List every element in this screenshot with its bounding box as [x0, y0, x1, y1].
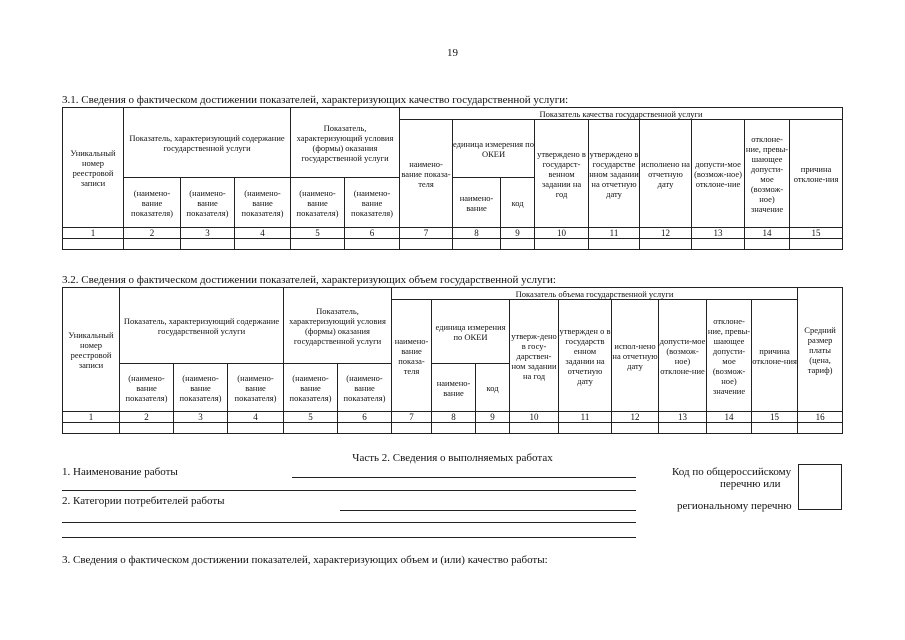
work-name-line — [292, 477, 636, 478]
column-number: 4 — [228, 412, 284, 423]
section-3-1-title: 3.1. Сведения о фактическом достижении показателей, характеризующих качество государственной услуги: — [62, 94, 569, 106]
header-executed: исполнено на отчетную дату — [640, 120, 692, 228]
header-unique-number: Уникальный номер реестровой записи — [63, 108, 124, 228]
code-label-line2: перечню или — [720, 478, 781, 490]
header-excess-deviation: отклоне-ние, превы-шающее допусти-мое (возмож-ное) значение — [745, 120, 790, 228]
column-number: 9 — [501, 228, 535, 239]
column-number: 6 — [345, 228, 400, 239]
column-number: 10 — [510, 412, 559, 423]
column-number: 11 — [589, 228, 640, 239]
column-number: 16 — [798, 412, 843, 423]
column-number: 9 — [476, 412, 510, 423]
work-name-line-2 — [62, 490, 636, 491]
header-approved-date: утверждено в государстве нном задании на отчетную дату — [589, 120, 640, 228]
header-conditions-indicator: Показатель, характеризующий условия (формы) оказания государственной услуги — [284, 288, 392, 364]
column-number: 13 — [659, 412, 707, 423]
code-label-line1: Код по общероссийскому — [672, 466, 792, 478]
header-param-name: (наимено-вание показателя) — [284, 364, 338, 412]
header-executed: испол-нено на отчетную дату — [612, 300, 659, 412]
header-reason: причина отклоне-ния — [790, 120, 843, 228]
header-param-name: (наимено-вание показателя) — [124, 178, 181, 228]
part2-title: Часть 2. Сведения о выполняемых работах — [352, 452, 553, 464]
code-label-line3: региональному перечню — [677, 500, 792, 512]
column-number: 15 — [790, 228, 843, 239]
column-number: 12 — [640, 228, 692, 239]
header-unit-code: код — [476, 364, 510, 412]
header-indicator-name: наимено-вание показа-теля — [400, 120, 453, 228]
consumer-categories-line-3 — [62, 537, 636, 538]
volume-table — [62, 287, 843, 434]
header-unit-name: наимено-вание — [432, 364, 476, 412]
header-param-name: (наимено-вание показателя) — [174, 364, 228, 412]
column-number: 1 — [63, 228, 124, 239]
column-number: 5 — [284, 412, 338, 423]
column-number: 14 — [707, 412, 752, 423]
column-number: 7 — [400, 228, 453, 239]
header-unit: единица измерения по ОКЕИ — [432, 300, 510, 364]
column-number: 4 — [235, 228, 291, 239]
quality-table — [62, 107, 843, 250]
header-unit-code: код — [501, 178, 535, 228]
section-3-2-title: 3.2. Сведения о фактическом достижении показателей, характеризующих объем государственной услуги: — [62, 274, 556, 286]
header-unique-number: Уникальный номер реестровой записи — [63, 288, 120, 412]
header-conditions-indicator: Показатель, характеризующий условия (формы) оказания государственной услуги — [291, 108, 400, 178]
header-unit-name: наимено-вание — [453, 178, 501, 228]
column-number: 15 — [752, 412, 798, 423]
header-param-name: (наимено-вание показателя) — [181, 178, 235, 228]
header-unit: единица измерения по ОКЕИ — [453, 120, 535, 178]
column-number: 7 — [392, 412, 432, 423]
table-row — [63, 239, 843, 250]
header-avg-price: Средний размер платы (цена, тариф) — [798, 288, 843, 412]
header-approved-year: утверж-дено в госу-дарствен-ном задании на год — [510, 300, 559, 412]
column-number: 1 — [63, 412, 120, 423]
header-allowed-deviation: допусти-мое (возмож-ное) отклоне-ние — [659, 300, 707, 412]
column-number: 2 — [124, 228, 181, 239]
column-number: 6 — [338, 412, 392, 423]
consumer-categories-label: 2. Категории потребителей работы — [62, 495, 225, 507]
column-number: 5 — [291, 228, 345, 239]
header-approved-date: утвержден о в государств енном задании на отчетную дату — [559, 300, 612, 412]
header-allowed-deviation: допусти-мое (возмож-ное) отклоне-ние — [692, 120, 745, 228]
header-excess-deviation: отклоне-ние, превы-шающее допусти-мое (возмож-ное) значение — [707, 300, 752, 412]
work-name-label: 1. Наименование работы — [62, 466, 178, 478]
header-param-name: (наимено-вание показателя) — [291, 178, 345, 228]
column-number: 13 — [692, 228, 745, 239]
header-param-name: (наимено-вание показателя) — [228, 364, 284, 412]
work-indicators-title: 3. Сведения о фактическом достижении показателей, характеризующих объем и (или) качество работы: — [62, 554, 548, 566]
header-param-name: (наимено-вание показателя) — [338, 364, 392, 412]
classifier-code-box[interactable] — [798, 464, 842, 510]
header-param-name: (наимено-вание показателя) — [345, 178, 400, 228]
header-indicator-name: наимено-вание показа-теля — [392, 300, 432, 412]
column-number: 2 — [120, 412, 174, 423]
consumer-categories-line — [340, 510, 636, 511]
header-param-name: (наимено-вание показателя) — [235, 178, 291, 228]
column-number: 14 — [745, 228, 790, 239]
header-volume-indicator: Показатель объема государственной услуги — [392, 288, 798, 300]
header-content-indicator: Показатель, характеризующий содержание государственной услуги — [124, 108, 291, 178]
column-number: 11 — [559, 412, 612, 423]
consumer-categories-line-2 — [62, 522, 636, 523]
page-number: 19 — [447, 47, 458, 59]
column-number: 8 — [453, 228, 501, 239]
column-number: 12 — [612, 412, 659, 423]
header-content-indicator: Показатель, характеризующий содержание государственной услуги — [120, 288, 284, 364]
column-number: 3 — [174, 412, 228, 423]
column-number: 3 — [181, 228, 235, 239]
column-number: 8 — [432, 412, 476, 423]
header-param-name: (наимено-вание показателя) — [120, 364, 174, 412]
header-quality-indicator: Показатель качества государственной услуги — [400, 108, 843, 120]
table-row — [63, 423, 843, 434]
column-number: 10 — [535, 228, 589, 239]
header-reason: причина отклоне-ния — [752, 300, 798, 412]
header-approved-year: утверждено в государст-венном задании на год — [535, 120, 589, 228]
